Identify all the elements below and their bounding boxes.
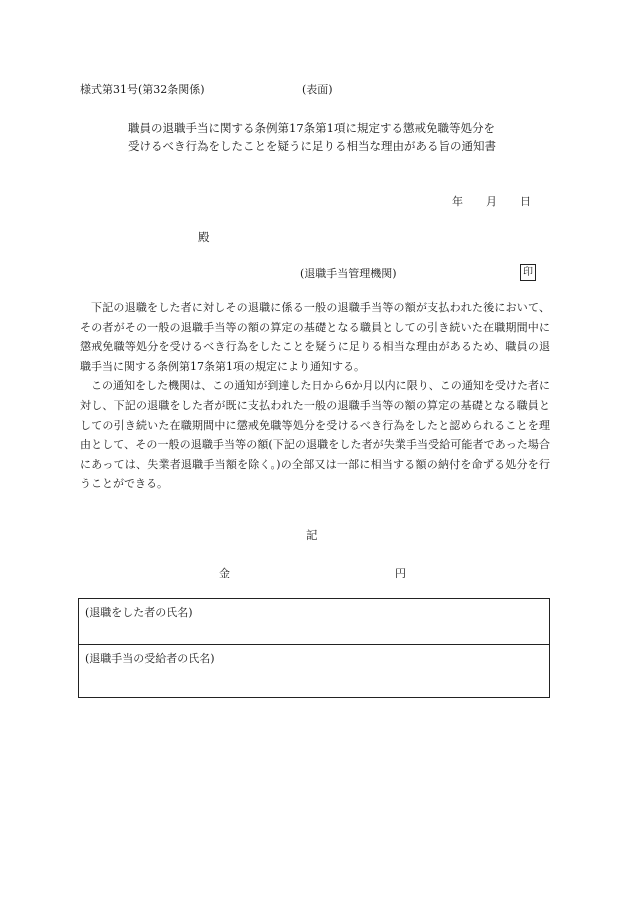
document-title (128, 119, 496, 155)
recipient-name-label: (退職手当の受給者の氏名) (85, 652, 215, 665)
retiree-name-row (79, 599, 549, 645)
side-indicator: (表面) (302, 83, 333, 96)
issuer-label: (退職手当管理機関) (300, 267, 397, 280)
amount-suffix: 円 (395, 567, 406, 580)
body-text (80, 298, 550, 494)
date-month: 月 (486, 195, 497, 208)
title-line-2: 受けるべき行為をしたことを疑うに足りる相当な理由がある旨の通知書 (128, 139, 496, 153)
form-number: 様式第31号(第32条関係) (80, 83, 205, 96)
amount-prefix: 金 (219, 567, 230, 580)
names-table (78, 598, 550, 698)
date-year: 年 (452, 195, 463, 208)
recipient-name-row (79, 645, 549, 697)
ki-heading: 記 (306, 528, 318, 542)
body-paragraph-1: 下記の退職をした者に対しその退職に係る一般の退職手当等の額が支払われた後において、その者がその一般の退職手当等の額の算定の基礎となる職員としての引き続いた在職期間中に懲戒免職等処分を受けるべき行為をしたことを疑うに足りる相当な理由があるため、職員の退職手当に関する条例第17条第1項の規定により通知する。 (80, 301, 550, 373)
addressee-suffix: 殿 (198, 230, 210, 244)
retiree-name-label: (退職をした者の氏名) (85, 606, 193, 619)
seal-mark: 印 (520, 264, 536, 281)
body-paragraph-2: この通知をした機関は、この通知が到達した日から6か月以内に限り、この通知を受けた者に対し、下記の退職をした者が既に支払われた一般の退職手当等の額の算定の基礎となる職員としての引き続いた在職期間中に懲戒免職等処分を受けるべき行為をしたと認められることを理由として、その一般の退職手当等の額(下記の退職をした者が失業手当受給可能者であった場合にあっては、失業者退職手当額を除く。)の全部又は一部に相当する額の納付を命ずる処分を行うことができる。 (80, 379, 550, 491)
date-day: 日 (520, 195, 531, 208)
title-line-1: 職員の退職手当に関する条例第17条第1項に規定する懲戒免職等処分を (128, 121, 495, 135)
date-line (452, 193, 531, 209)
